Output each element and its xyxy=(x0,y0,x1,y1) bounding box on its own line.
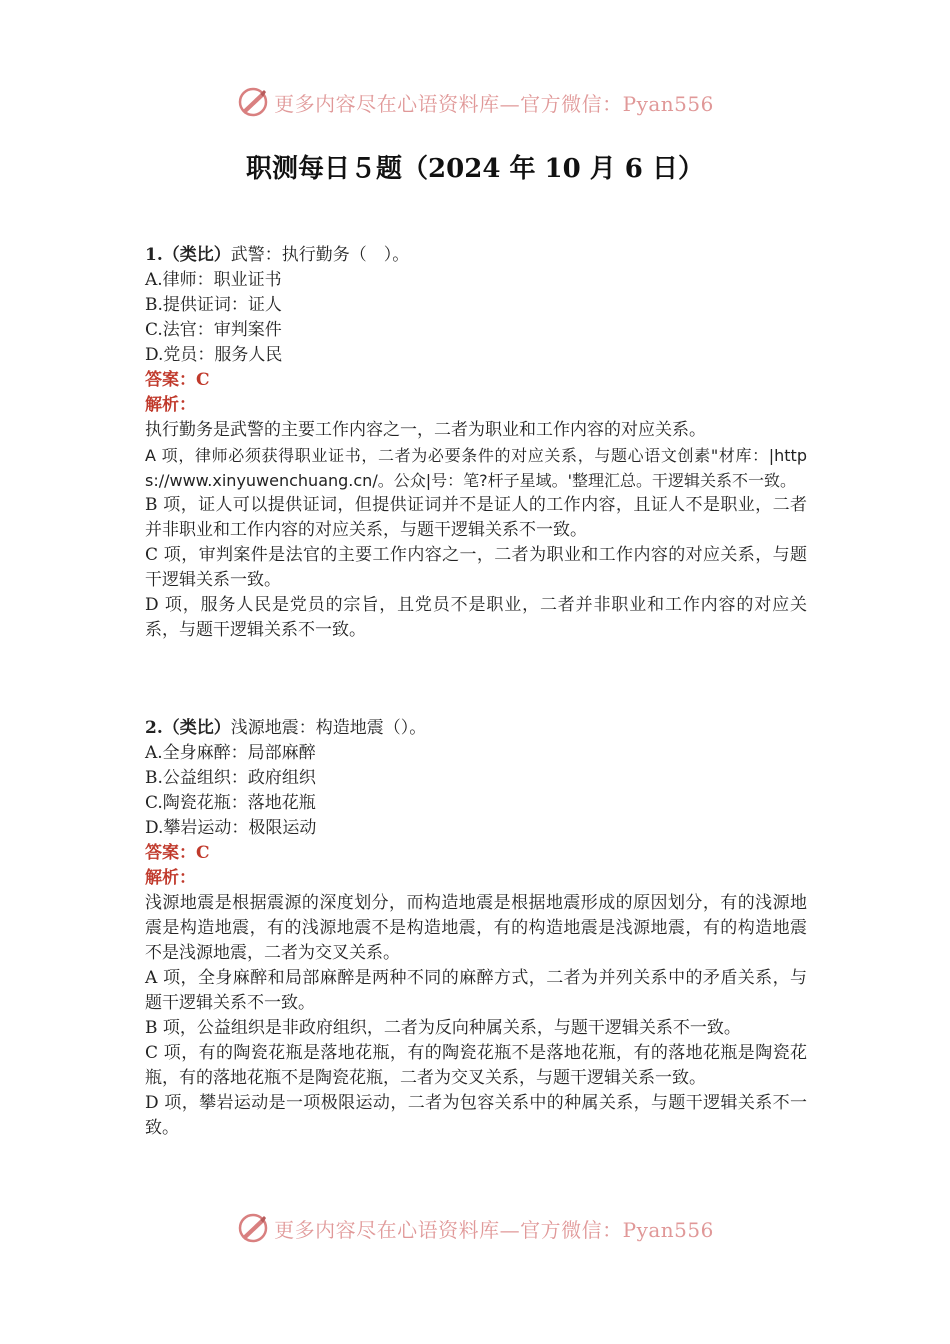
option-c: C.陶瓷花瓶：落地花瓶 xyxy=(145,793,316,813)
analysis-paragraph: B 项，证人可以提供证词，但提供证词并不是证人的工作内容，且证人不是职业，二者并非职业和工作内容的对应关系，与题干逻辑关系不一致。 xyxy=(145,495,807,540)
question-1 xyxy=(145,243,807,643)
analysis-paragraph: D 项，服务人民是党员的宗旨，且党员不是职业，二者并非职业和工作内容的对应关系，与题干逻辑关系不一致。 xyxy=(145,595,807,640)
watermark-banner-bottom xyxy=(0,1208,950,1248)
analysis-paragraph: D 项，攀岩运动是一项极限运动，二者为包容关系中的种属关系，与题干逻辑关系不一致。 xyxy=(145,1093,807,1138)
option-a: A.律师：职业证书 xyxy=(145,270,282,290)
option-b: B.提供证词：证人 xyxy=(145,295,282,315)
answer-label: 答案：C xyxy=(145,843,210,863)
option-d: D.党员：服务人民 xyxy=(145,345,283,365)
analysis-paragraph: 执行勤务是武警的主要工作内容之一，二者为职业和工作内容的对应关系。 xyxy=(145,420,706,440)
analysis-paragraph: C 项，审判案件是法官的主要工作内容之一，二者为职业和工作内容的对应关系，与题干逻辑关系一致。 xyxy=(145,545,807,590)
question-type: （类比） xyxy=(162,718,231,738)
analysis-paragraph: C 项，有的陶瓷花瓶是落地花瓶，有的陶瓷花瓶不是落地花瓶，有的落地花瓶是陶瓷花瓶，有的落地花瓶不是陶瓷花瓶，二者为交叉关系，与题干逻辑关系一致。 xyxy=(145,1043,807,1088)
page-title: 职测每日５题（2024 年 10 月 6 日） xyxy=(246,154,704,184)
analysis-paragraph: 浅源地震是根据震源的深度划分，而构造地震是根据地震形成的原因划分，有的浅源地震是构造地震，有的浅源地震不是构造地震，有的构造地震是浅源地震，有的构造地震不是浅源地震，二者为交叉关系。 xyxy=(145,893,807,963)
analysis-paragraph-watermarked: A 项，律师必须获得职业证书，二者为必要条件的对应关系，与题心语文创素"材库：|https://www.xinyuwenchuang.cn/。公众|号：笔?杆子星域。'整理汇总。干逻辑关系不一致。 xyxy=(145,446,807,490)
analysis-paragraph: B 项，公益组织是非政府组织，二者为反向种属关系，与题干逻辑关系不一致。 xyxy=(145,1018,741,1038)
pen-swirl-icon xyxy=(236,85,270,119)
question-text: 武警：执行勤务（ ）。 xyxy=(230,245,410,265)
analysis-label: 解析： xyxy=(145,395,196,415)
option-c: C.法官：审判案件 xyxy=(145,320,282,340)
option-d: D.攀岩运动：极限运动 xyxy=(145,818,317,838)
question-stem xyxy=(145,716,807,741)
question-text: 浅源地震：构造地震（）。 xyxy=(230,718,427,738)
option-a: A.全身麻醉：局部麻醉 xyxy=(145,743,316,763)
option-b: B.公益组织：政府组织 xyxy=(145,768,316,788)
watermark-banner-top xyxy=(0,82,950,122)
pen-swirl-icon xyxy=(236,1211,270,1245)
analysis-label: 解析： xyxy=(145,868,196,888)
question-2 xyxy=(145,716,807,1141)
question-number: 2. xyxy=(145,718,163,738)
watermark-text: 更多内容尽在心语资料库—官方微信：Pyan556 xyxy=(274,91,714,116)
analysis-paragraph: A 项，全身麻醉和局部麻醉是两种不同的麻醉方式，二者为并列关系中的矛盾关系，与题干逻辑关系不一致。 xyxy=(145,968,807,1013)
watermark-text: 更多内容尽在心语资料库—官方微信：Pyan556 xyxy=(274,1217,714,1242)
question-stem xyxy=(145,243,807,268)
question-number: 1. xyxy=(145,245,163,265)
answer-label: 答案：C xyxy=(145,370,210,390)
question-type: （类比） xyxy=(162,245,231,265)
